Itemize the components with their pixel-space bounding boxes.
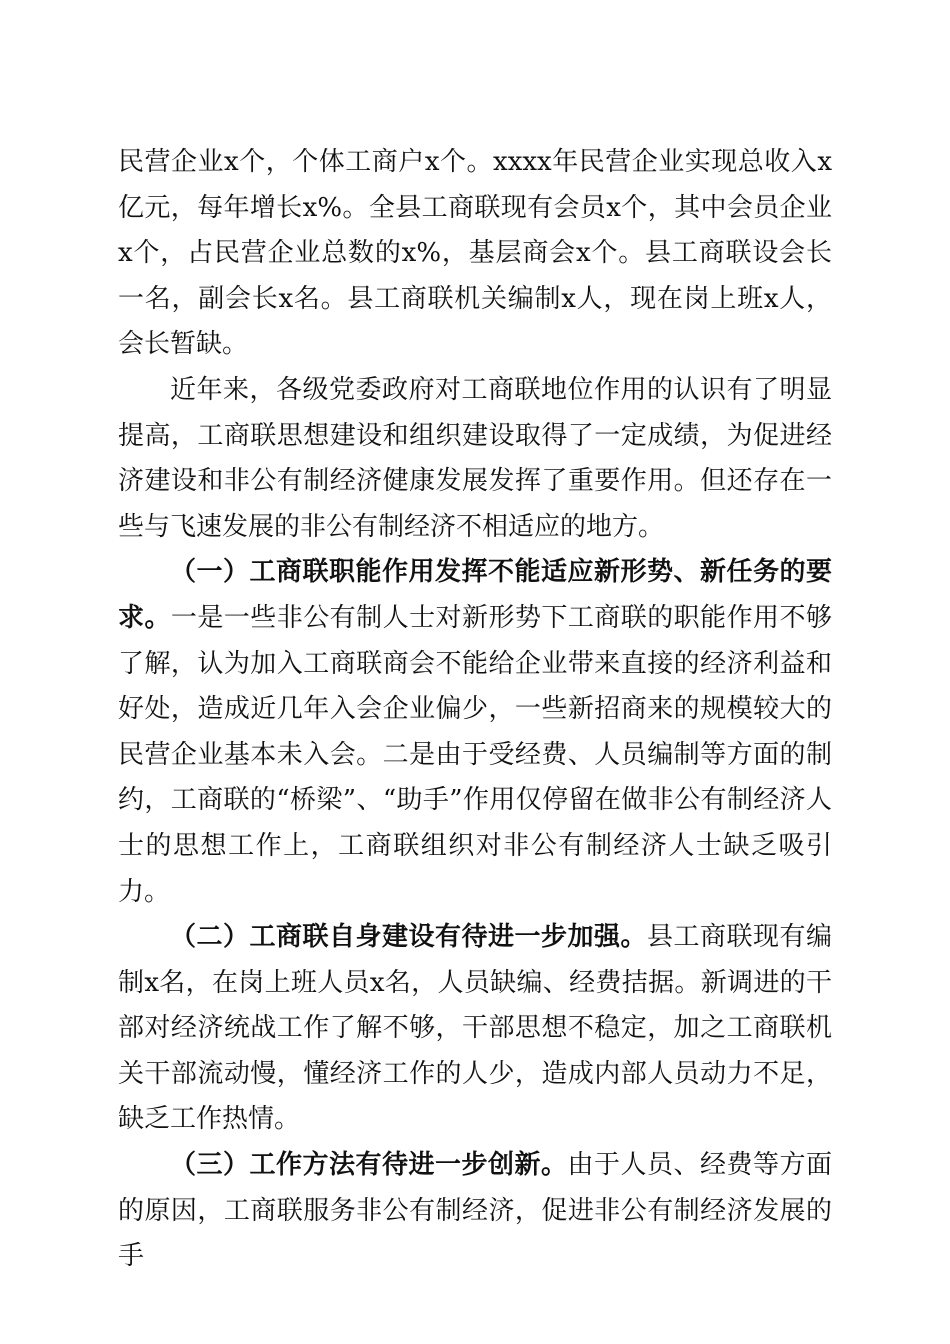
paragraph-text: 近年来，各级党委政府对工商联地位作用的认识有了明显提高，工商联思想建设和组织建设取得了一定成绩，为促进经济建设和非公有制经济健康发展发挥了重要作用。但还存在一些与飞速发展的非公有制经济不相适应的地方。 — [118, 374, 832, 542]
paragraph-overview — [118, 368, 832, 550]
paragraph-text: 一是一些非公有制人士对新形势下工商联的职能作用不够了解，认为加入工商联商会不能给企业带来直接的经济利益和好处，造成近几年入会企业偏少，一些新招商来的规模较大的民营企业基本未入会。二是由于受经费、人员编制等方面的制约，工商联的“桥梁”、“助手”作用仅停留在做非公有制经济人士的思想工作上，工商联组织对非公有制经济人士缺乏吸引力。 — [118, 602, 832, 907]
paragraph-issue-three — [118, 1143, 832, 1280]
paragraph-text: 民营企业x个，个体工商户x个。xxxx年民营企业实现总收入x亿元，每年增长x%。全县工商联现有会员x个，其中会员企业x个，占民营企业总数的x%，基层商会x个。县工商联设会长一名，副会长x名。县工商联机关编制x人，现在岗上班x人，会长暂缺。 — [118, 147, 832, 360]
section-heading: （二）工商联自身建设有待进一步加强。 — [170, 922, 647, 953]
paragraph-text: 县工商联现有编制x名，在岗上班人员x名，人员缺编、经费拮据。新调进的干部对经济统战工作了解不够，干部思想不稳定，加之工商联机关干部流动慢，懂经济工作的人少，造成内部人员动力不足，缺乏工作热情。 — [118, 922, 832, 1135]
document-body — [118, 140, 832, 1280]
paragraph-issue-two — [118, 915, 832, 1143]
paragraph-text: 由于人员、经费等方面的原因，工商联服务非公有制经济，促进非公有制经济发展的手 — [118, 1150, 832, 1272]
section-heading: （三）工作方法有待进一步创新。 — [170, 1150, 568, 1181]
paragraph-issue-one — [118, 550, 832, 915]
paragraph-membership-stats — [118, 140, 832, 368]
section-heading: （一）工商联职能作用发挥不能适应新形势、新任务的要求。 — [118, 557, 832, 633]
